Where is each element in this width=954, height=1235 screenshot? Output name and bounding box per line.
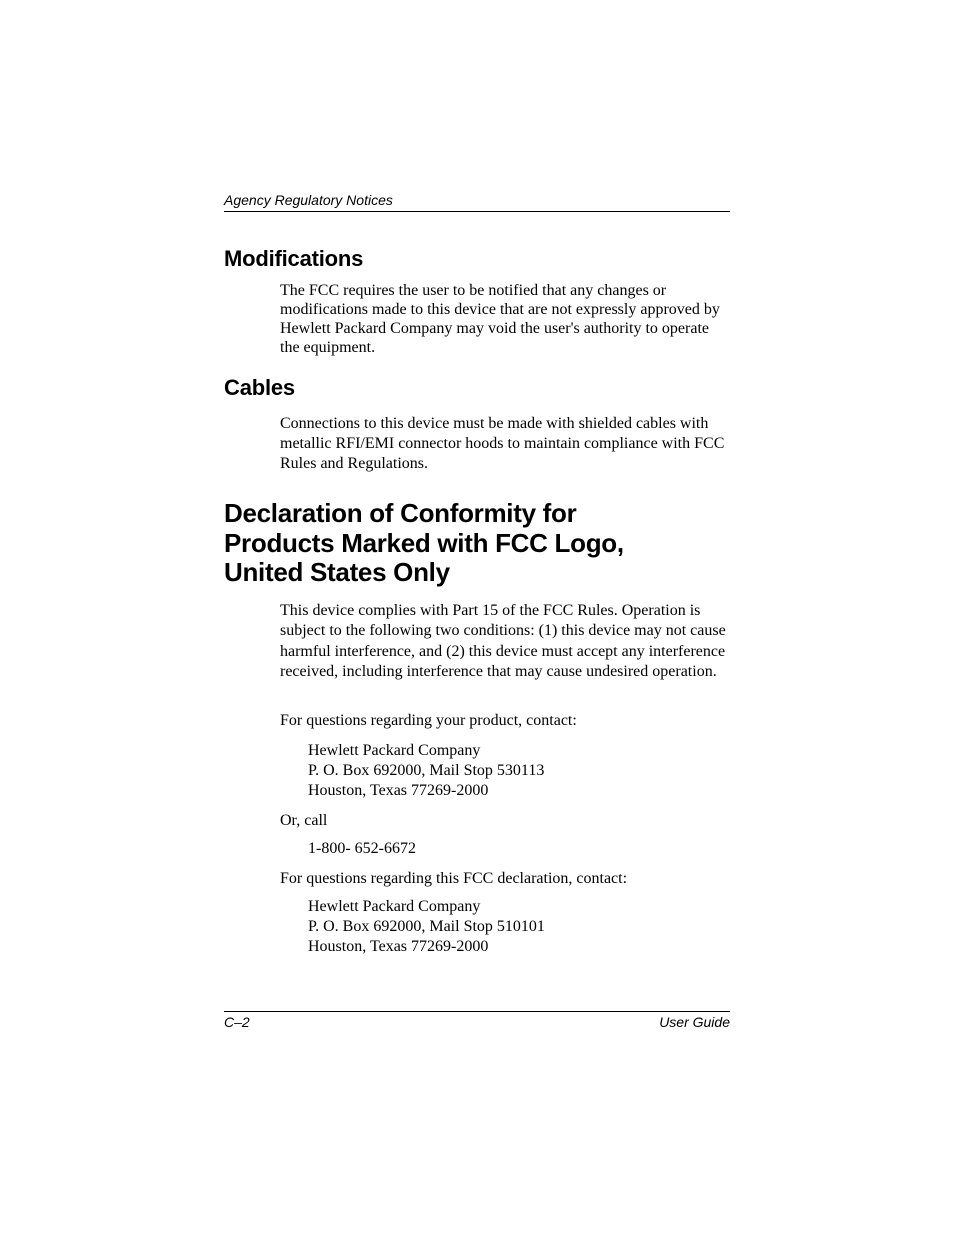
declaration-contact-address <box>308 897 728 957</box>
declaration-heading <box>224 499 624 588</box>
declaration-heading-line: Products Marked with FCC Logo, <box>224 527 624 558</box>
declaration-heading-line: Declaration of Conformity for <box>224 498 577 528</box>
document-page <box>224 0 730 1235</box>
declaration-paragraph: This device complies with Part 15 of the FCC Rules. Operation is subject to the following two conditions: (1) this device may not cause harmful interference, and (2) this device must accept any interference received, including interference that may cause undesired operation. <box>280 602 726 681</box>
address-line: Hewlett Packard Company <box>308 898 481 915</box>
address-line: Houston, Texas 77269-2000 <box>308 938 489 955</box>
cables-heading: Cables <box>224 375 295 400</box>
header-rule <box>224 211 730 212</box>
declaration-heading-line: United States Only <box>224 557 450 587</box>
or-call-text: Or, call <box>280 812 328 829</box>
page-number: C–2 <box>224 1014 250 1030</box>
phone-number: 1-800- 652-6672 <box>308 840 416 857</box>
address-line: P. O. Box 692000, Mail Stop 530113 <box>308 762 545 779</box>
modifications-paragraph: The FCC requires the user to be notified that any changes or modifications made to this device that are not expressly approved by Hewlett Packard Company may void the user's authority to operate the equipment. <box>280 282 720 356</box>
book-title: User Guide <box>659 1014 730 1030</box>
running-header: Agency Regulatory Notices <box>224 192 393 208</box>
footer-rule <box>224 1011 730 1012</box>
address-line: Hewlett Packard Company <box>308 742 481 759</box>
address-line: Houston, Texas 77269-2000 <box>308 782 489 799</box>
product-contact-address <box>308 741 728 801</box>
modifications-heading: Modifications <box>224 246 364 271</box>
declaration-contact-intro: For questions regarding this FCC declaration, contact: <box>280 870 628 887</box>
address-line: P. O. Box 692000, Mail Stop 510101 <box>308 918 545 935</box>
cables-paragraph: Connections to this device must be made with shielded cables with metallic RFI/EMI connector hoods to maintain compliance with FCC Rules and Regulations. <box>280 415 725 472</box>
product-contact-intro: For questions regarding your product, contact: <box>280 712 577 729</box>
